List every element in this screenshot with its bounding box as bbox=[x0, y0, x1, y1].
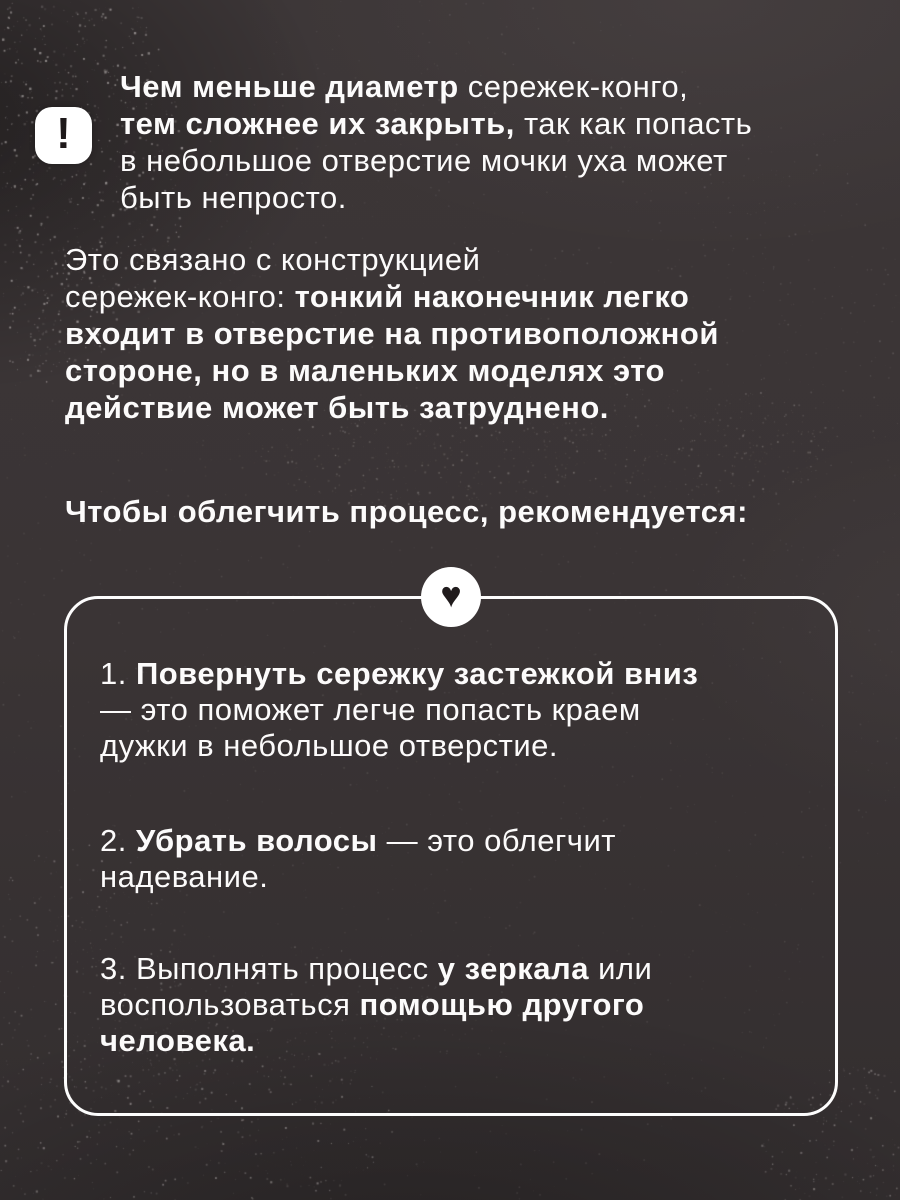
text-line bbox=[100, 1023, 652, 1059]
tip-item-2 bbox=[100, 823, 616, 895]
text-segment-bold: Чем меньше диаметр bbox=[120, 69, 459, 104]
text-segment: сережек-конго, bbox=[458, 69, 689, 104]
heart-icon bbox=[421, 567, 481, 627]
text-segment: воспользоваться bbox=[100, 987, 360, 1022]
text-segment: 1. bbox=[100, 656, 136, 691]
text-segment-bold: у зеркала bbox=[437, 951, 589, 986]
text-segment: 3. Выполнять процесс bbox=[100, 951, 438, 986]
text-line bbox=[100, 859, 616, 895]
text-segment-bold: входит в отверстие на противоположной bbox=[65, 316, 719, 351]
text-segment: — это поможет легче попасть краем bbox=[100, 692, 641, 727]
text-line bbox=[65, 241, 719, 278]
exclamation-icon bbox=[35, 107, 92, 164]
section-heading: Чтобы облегчить процесс, рекомендуется: bbox=[65, 494, 748, 529]
intro-paragraph bbox=[120, 68, 752, 216]
text-segment-bold: тонкий наконечник легко bbox=[294, 279, 690, 314]
text-segment: Это связано с конструкцией bbox=[65, 242, 481, 277]
text-segment-bold: помощью другого bbox=[359, 987, 645, 1022]
text-line bbox=[100, 951, 652, 987]
text-line bbox=[120, 105, 752, 142]
text-segment: 2. bbox=[100, 823, 136, 858]
text-segment-bold: тем сложнее их закрыть, bbox=[120, 106, 515, 141]
text-line bbox=[100, 656, 698, 692]
explanation-paragraph bbox=[65, 241, 719, 426]
text-line bbox=[100, 692, 698, 728]
text-segment: в небольшое отверстие мочки уха может bbox=[120, 143, 728, 178]
text-line bbox=[120, 68, 752, 105]
text-segment: или bbox=[589, 951, 653, 986]
text-line bbox=[100, 987, 652, 1023]
text-line bbox=[100, 728, 698, 764]
text-segment-bold: человека. bbox=[100, 1023, 256, 1058]
text-segment-bold: стороне, но в маленьких моделях это bbox=[65, 353, 665, 388]
text-segment: дужки в небольшое отверстие. bbox=[100, 728, 559, 763]
text-segment-bold: действие может быть затруднено. bbox=[65, 390, 609, 425]
text-segment: — это облегчит bbox=[377, 823, 616, 858]
text-segment: так как попасть bbox=[514, 106, 753, 141]
text-line bbox=[65, 315, 719, 352]
text-segment-bold: Повернуть сережку застежкой вниз bbox=[135, 656, 699, 691]
text-line bbox=[65, 352, 719, 389]
text-line bbox=[65, 389, 719, 426]
text-segment-bold: Убрать волосы bbox=[135, 823, 378, 858]
tip-item-1 bbox=[100, 656, 698, 764]
exclamation-glyph: ! bbox=[56, 108, 71, 158]
text-segment: сережек-конго: bbox=[65, 279, 295, 314]
text-line bbox=[120, 179, 752, 216]
text-line bbox=[100, 823, 616, 859]
text-segment: надевание. bbox=[100, 859, 269, 894]
heart-glyph: ♥ bbox=[440, 574, 462, 615]
text-segment: быть непросто. bbox=[120, 180, 347, 215]
tip-item-3 bbox=[100, 951, 652, 1059]
text-line bbox=[120, 142, 752, 179]
text-line bbox=[65, 278, 719, 315]
